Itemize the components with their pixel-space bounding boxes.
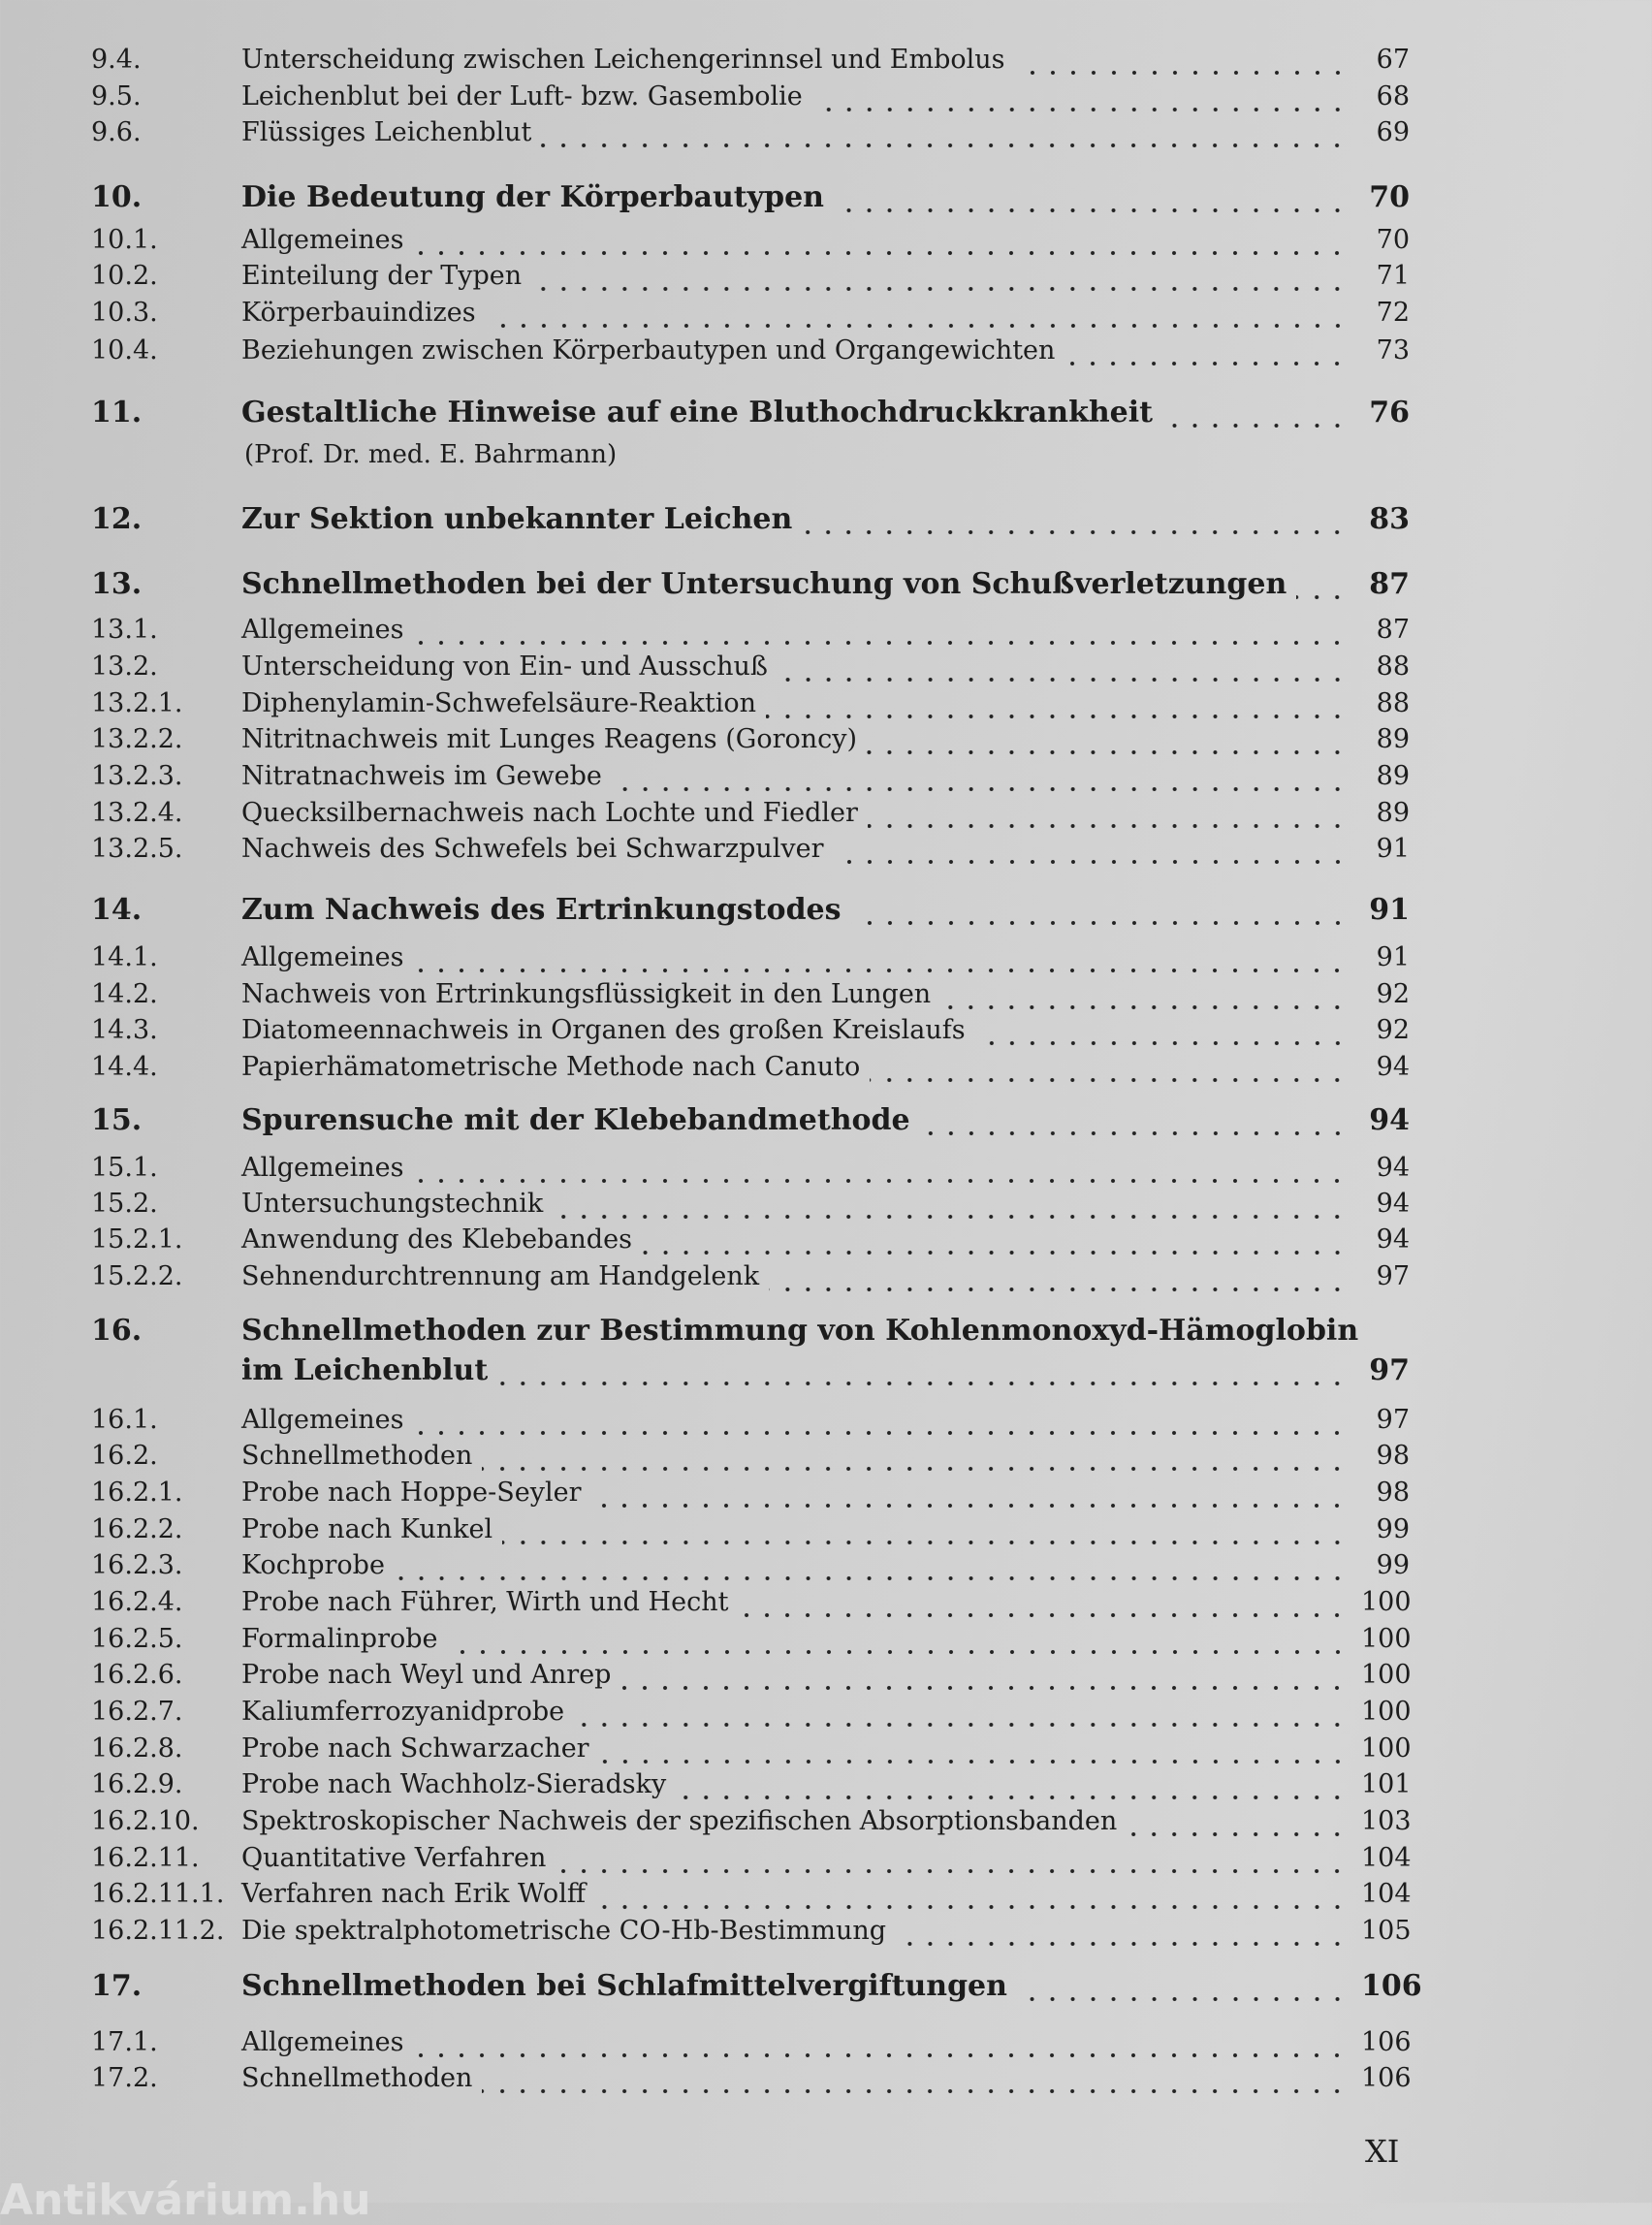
entry-title: Quantitative Verfahren [241, 1843, 547, 1873]
entry-title: Allgemeines [241, 1153, 404, 1183]
entry-page: 67 [1376, 45, 1410, 75]
dot-leader [867, 720, 1348, 759]
dot-leader [553, 1185, 1348, 1224]
dot-leader [676, 1765, 1348, 1804]
toc-heading [91, 1351, 1410, 1390]
entry-number: 14.1. [91, 942, 158, 972]
entry-page: 92 [1376, 1015, 1410, 1045]
dot-leader [1162, 394, 1348, 432]
toc-entry [91, 332, 1410, 370]
entry-number: 13.2. [91, 652, 158, 682]
dot-leader [802, 500, 1348, 539]
entry-title: Probe nach Hoppe-Seyler [241, 1478, 582, 1508]
dot-leader [413, 1401, 1348, 1440]
entry-page: 100 [1361, 1697, 1412, 1727]
entry-number: 10.4. [91, 335, 158, 366]
entry-page: 89 [1376, 798, 1410, 828]
entry-number: 13. [91, 567, 143, 601]
entry-title: Allgemeines [241, 2027, 404, 2057]
dot-leader [556, 1839, 1348, 1878]
entry-page: 71 [1376, 261, 1410, 291]
entry-number: 14.4. [91, 1052, 158, 1082]
entry-title: Anwendung des Klebebandes [241, 1224, 632, 1255]
toc-entry [91, 1048, 1410, 1087]
toc-entry [91, 294, 1410, 333]
entry-title: Diphenylamin-Schwefelsäure-Reaktion [241, 688, 757, 718]
entry-number: 14.3. [91, 1015, 158, 1045]
toc-entry [91, 41, 1410, 79]
toc-entry [91, 1875, 1410, 1914]
entry-number: 9.6. [91, 117, 142, 147]
toc-heading [91, 1967, 1422, 2006]
dot-leader [413, 1149, 1348, 1188]
entry-page: 100 [1361, 1733, 1412, 1764]
entry-number: 15.2.2. [91, 1261, 183, 1291]
toc-entry [91, 1401, 1410, 1440]
entry-title: Zum Nachweis des Ertrinkungstodes [241, 893, 842, 927]
dot-leader [1015, 41, 1348, 79]
entry-page: 100 [1361, 1660, 1412, 1690]
dot-leader [870, 1048, 1348, 1087]
entry-page: 72 [1376, 298, 1410, 328]
dot-leader [896, 1912, 1348, 1951]
entry-title: Probe nach Führer, Wirth und Hecht [241, 1587, 729, 1617]
dot-leader [574, 1693, 1348, 1732]
entry-title: Kaliumferrozyanidprobe [241, 1697, 565, 1727]
toc-entry [91, 757, 1410, 796]
toc-heading [91, 178, 1410, 217]
toc-heading [91, 394, 1410, 432]
entry-number: 16.2.4. [91, 1587, 183, 1617]
dot-leader [395, 1546, 1348, 1585]
entry-page: 101 [1361, 1769, 1412, 1799]
page-number: XI [1365, 2133, 1400, 2170]
entry-title: Die spektralphotometrische CO-Hb-Bestimmung [241, 1916, 887, 1946]
entry-page: 87 [1376, 615, 1410, 645]
entry-title: Schnellmethoden zur Bestimmung von Kohlenmonoxyd-Hämoglobin [241, 1314, 1359, 1348]
entry-number: 13.2.5. [91, 834, 183, 864]
entry-title: Unterscheidung zwischen Leichengerinnsel und Embolus [241, 45, 1005, 75]
entry-title: Gestaltliche Hinweise auf eine Bluthochdruckkrankheit [241, 396, 1154, 429]
entry-number: 11. [91, 396, 143, 429]
entry-page: 100 [1361, 1624, 1412, 1654]
dot-leader [1064, 332, 1348, 370]
dot-leader [448, 1620, 1349, 1659]
toc-entry [91, 257, 1410, 296]
entry-title: Untersuchungstechnik [241, 1189, 544, 1219]
toc-entry [91, 611, 1410, 650]
toc-entry [91, 2023, 1410, 2062]
entry-number: 10.1. [91, 225, 158, 255]
toc-entry [91, 1765, 1410, 1804]
toc-entry [91, 1730, 1410, 1768]
entry-number: 16.2.5. [91, 1624, 183, 1654]
dot-leader [590, 1474, 1348, 1512]
entry-number: 13.1. [91, 615, 158, 645]
entry-page: 69 [1376, 117, 1410, 147]
entry-title: Zur Sektion unbekannter Leichen [241, 502, 793, 536]
entry-page: 87 [1369, 567, 1410, 601]
dot-leader [502, 1510, 1348, 1549]
entry-title: Nitritnachweis mit Lunges Reagens (Goroncy) [241, 724, 858, 754]
entry-title: Allgemeines [241, 942, 404, 972]
dot-leader [413, 221, 1348, 260]
toc-heading [91, 891, 1410, 930]
toc-entry [91, 1620, 1410, 1659]
entry-page: 94 [1376, 1224, 1410, 1255]
entry-number: 15.1. [91, 1153, 158, 1183]
entry-title: Leichenblut bei der Luft- bzw. Gasembolie [241, 81, 803, 111]
toc-entry [91, 113, 1410, 152]
entry-page: 70 [1376, 225, 1410, 255]
toc-entry [91, 1839, 1410, 1878]
entry-title: Sehnendurchtrennung am Handgelenk [241, 1261, 760, 1291]
dot-leader [413, 611, 1348, 650]
dot-leader [834, 830, 1348, 869]
entry-number: 16.2.8. [91, 1733, 183, 1764]
toc-heading [91, 1101, 1410, 1140]
toc-entry [91, 1802, 1410, 1841]
entry-title: Schnellmethoden [241, 1441, 473, 1471]
entry-number: 15. [91, 1103, 143, 1137]
entry-page: 98 [1376, 1441, 1410, 1471]
toc-entry [91, 2059, 1410, 2098]
entry-title: Probe nach Weyl und Anrep [241, 1660, 612, 1690]
dot-leader [766, 684, 1348, 723]
entry-page: 97 [1376, 1405, 1410, 1435]
entry-page: 91 [1376, 942, 1410, 972]
entry-page: 70 [1369, 180, 1410, 214]
entry-number: 9.4. [91, 45, 142, 75]
entry-title: Schnellmethoden [241, 2063, 473, 2093]
entry-title: Schnellmethoden bei Schlafmittelvergiftungen [241, 1969, 1007, 2003]
entry-title: Unterscheidung von Ein- und Ausschuß [241, 652, 768, 682]
entry-page: 68 [1376, 81, 1410, 111]
entry-number: 16.2.11.2. [91, 1916, 225, 1946]
entry-number: 13.2.2. [91, 724, 183, 754]
dot-leader [1296, 565, 1348, 604]
dot-leader [486, 294, 1348, 333]
dot-leader [1017, 1967, 1348, 2006]
entry-number: 15.2.1. [91, 1224, 183, 1255]
entry-number: 16.2.10. [91, 1806, 200, 1836]
entry-number: 16.2.9. [91, 1769, 183, 1799]
dot-leader [620, 1656, 1348, 1695]
dot-leader [834, 178, 1348, 217]
entry-page: 104 [1361, 1879, 1412, 1909]
entry-number: 16. [91, 1314, 143, 1348]
dot-leader [531, 257, 1348, 296]
entry-number: 12. [91, 502, 143, 536]
entry-title: (Prof. Dr. med. E. Bahrmann) [244, 440, 618, 469]
dot-leader [612, 757, 1348, 796]
dot-leader [1127, 1802, 1348, 1841]
entry-page: 94 [1369, 1103, 1410, 1137]
toc-entry [91, 794, 1410, 833]
entry-title: Beziehungen zwischen Körperbautypen und Organgewichten [241, 335, 1056, 366]
toc-entry [91, 1437, 1410, 1476]
toc-entry [91, 1474, 1410, 1512]
entry-title: Quecksilbernachweis nach Lochte und Fiedler [241, 798, 858, 828]
entry-number: 16.2. [91, 1441, 158, 1471]
entry-number: 16.2.1. [91, 1478, 183, 1508]
dot-leader [868, 794, 1348, 833]
entry-title: Probe nach Kunkel [241, 1514, 493, 1544]
entry-number: 17.1. [91, 2027, 158, 2057]
entry-title: Spektroskopischer Nachweis der spezifischen Absorptionsbanden [241, 1806, 1118, 1836]
toc-entry [91, 1510, 1410, 1549]
toc-heading [91, 565, 1410, 604]
toc-heading [91, 1312, 1410, 1351]
dot-leader [413, 938, 1348, 977]
toc-entry [91, 684, 1410, 723]
entry-page: 105 [1361, 1916, 1412, 1946]
entry-page: 91 [1369, 893, 1410, 927]
entry-number: 16.2.2. [91, 1514, 183, 1544]
entry-number: 16.2.11.1. [91, 1879, 225, 1909]
entry-number: 13.2.4. [91, 798, 183, 828]
toc-entry [91, 1546, 1410, 1585]
entry-number: 13.2.1. [91, 688, 183, 718]
entry-number: 16.2.6. [91, 1660, 183, 1690]
entry-page: 94 [1376, 1052, 1410, 1082]
entry-title: Flüssiges Leichenblut [241, 117, 532, 147]
entry-title: im Leichenblut [241, 1353, 489, 1387]
toc-entry [244, 435, 1563, 474]
entry-page: 91 [1376, 834, 1410, 864]
entry-title: Nachweis des Schwefels bei Schwarzpulver [241, 834, 824, 864]
entry-title: Einteilung der Typen [241, 261, 523, 291]
dot-leader [497, 1351, 1348, 1390]
entry-page: 100 [1361, 1587, 1412, 1617]
entry-page: 88 [1376, 688, 1410, 718]
entry-title: Kochprobe [241, 1550, 385, 1580]
entry-page: 76 [1369, 396, 1410, 429]
dot-leader [812, 78, 1348, 116]
entry-page: 104 [1361, 1843, 1412, 1873]
toc-entry [91, 648, 1410, 686]
entry-page: 89 [1376, 761, 1410, 791]
toc-entry [91, 1149, 1410, 1188]
entry-page: 92 [1376, 979, 1410, 1009]
entry-page: 94 [1376, 1189, 1410, 1219]
entry-page: 106 [1361, 2027, 1412, 2057]
entry-title: Papierhämatometrische Methode nach Canuto [241, 1052, 861, 1082]
dot-leader [413, 2023, 1348, 2062]
entry-title: Nachweis von Ertrinkungsflüssigkeit in den Lungen [241, 979, 932, 1009]
entry-title: Allgemeines [241, 1405, 404, 1435]
watermark: Antikvárium.hu [0, 2176, 371, 2225]
toc-entry [91, 1912, 1410, 1951]
entry-number: 15.2. [91, 1189, 158, 1219]
entry-title: Körperbauindizes [241, 298, 476, 328]
toc-entry [91, 78, 1410, 116]
toc-entry [91, 975, 1410, 1014]
entry-number: 14.2. [91, 979, 158, 1009]
entry-title: Allgemeines [241, 615, 404, 645]
toc-entry [91, 1583, 1410, 1622]
dot-leader [482, 1437, 1348, 1476]
dot-leader [482, 2059, 1348, 2098]
entry-title: Schnellmethoden bei der Untersuchung von Schußverletzungen [241, 567, 1287, 601]
dot-leader [975, 1011, 1348, 1050]
entry-title: Spurensuche mit der Klebebandmethode [241, 1103, 910, 1137]
toc-entry [91, 830, 1410, 869]
entry-page: 106 [1361, 2063, 1412, 2093]
entry-number: 17.2. [91, 2063, 158, 2093]
entry-page: 103 [1361, 1806, 1412, 1836]
entry-number: 16.2.3. [91, 1550, 183, 1580]
entry-number: 16.2.7. [91, 1697, 183, 1727]
dot-leader [769, 1257, 1348, 1296]
toc-heading [91, 500, 1410, 539]
toc-entry [91, 1011, 1410, 1050]
entry-title: Probe nach Wachholz-Sieradsky [241, 1769, 667, 1799]
dot-leader [599, 1730, 1348, 1768]
toc-entry [91, 1693, 1410, 1732]
entry-number: 9.5. [91, 81, 142, 111]
entry-page: 89 [1376, 724, 1410, 754]
dot-leader [940, 975, 1348, 1014]
entry-title: Allgemeines [241, 225, 404, 255]
entry-title: Nitratnachweis im Gewebe [241, 761, 602, 791]
entry-number: 10. [91, 180, 143, 214]
entry-title: Diatomeennachweis in Organen des großen Kreislaufs [241, 1015, 966, 1045]
toc-entry [91, 1185, 1410, 1224]
toc-entry [91, 221, 1410, 260]
entry-page: 97 [1369, 1353, 1410, 1387]
entry-title: Formalinprobe [241, 1624, 438, 1654]
toc-entry [91, 1221, 1410, 1259]
entry-page: 99 [1376, 1514, 1410, 1544]
entry-title: Die Bedeutung der Körperbautypen [241, 180, 824, 214]
entry-number: 10.3. [91, 298, 158, 328]
entry-title: Probe nach Schwarzacher [241, 1733, 589, 1764]
dot-leader [920, 1101, 1348, 1140]
entry-title: Verfahren nach Erik Wolff [241, 1879, 587, 1909]
entry-page: 88 [1376, 652, 1410, 682]
entry-number: 16.2.11. [91, 1843, 200, 1873]
entry-number: 17. [91, 1969, 143, 2003]
entry-number: 16.1. [91, 1405, 158, 1435]
entry-page: 83 [1369, 502, 1410, 536]
entry-number: 10.2. [91, 261, 158, 291]
dot-leader [851, 891, 1348, 930]
dot-leader [642, 1221, 1348, 1259]
entry-number: 13.2.3. [91, 761, 183, 791]
toc-entry [91, 938, 1410, 977]
dot-leader [541, 113, 1348, 152]
entry-number: 14. [91, 893, 143, 927]
toc-entry [91, 1257, 1410, 1296]
dot-leader [778, 648, 1348, 686]
dot-leader [595, 1875, 1348, 1914]
dot-leader [738, 1583, 1348, 1622]
entry-page: 99 [1376, 1550, 1410, 1580]
entry-page: 97 [1376, 1261, 1410, 1291]
toc-entry [91, 1656, 1410, 1695]
entry-page: 106 [1361, 1969, 1422, 2003]
entry-page: 94 [1376, 1153, 1410, 1183]
entry-page: 73 [1376, 335, 1410, 366]
toc-entry [91, 720, 1410, 759]
entry-page: 98 [1376, 1478, 1410, 1508]
